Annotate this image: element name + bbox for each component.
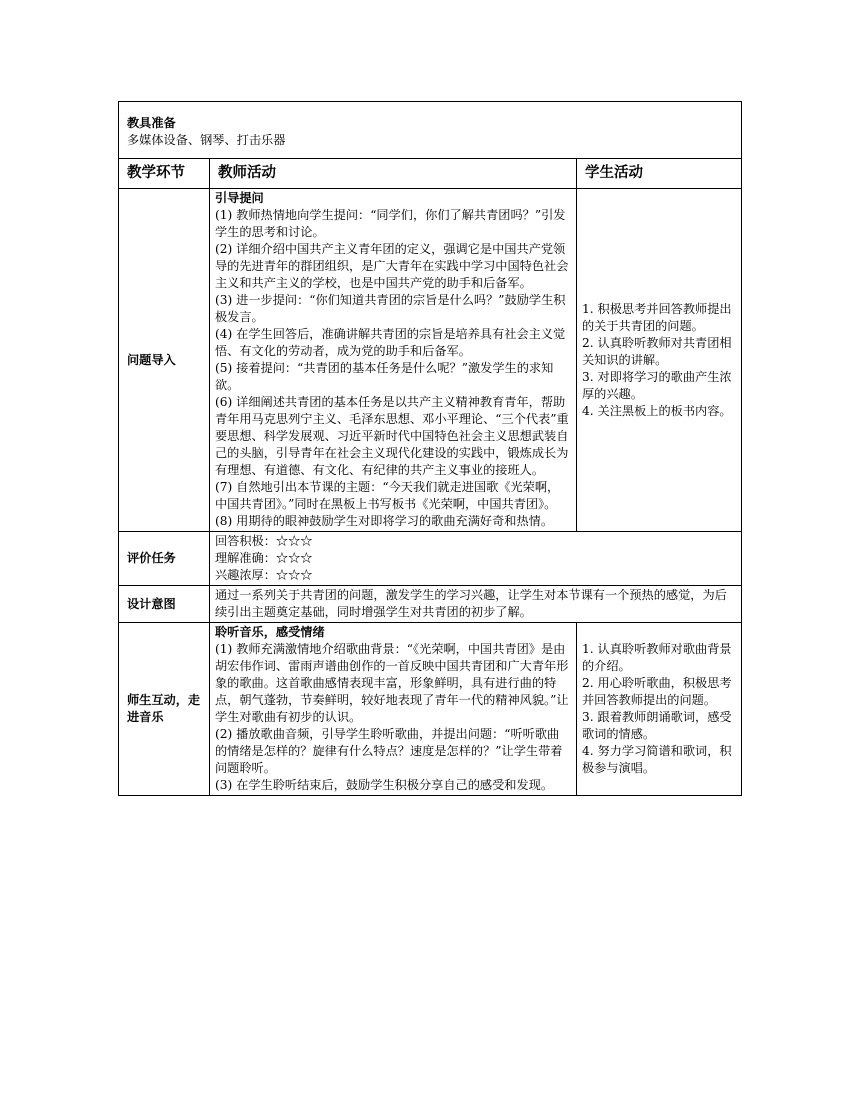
- section2-teacher-cell: [210, 623, 577, 796]
- student-activity: 3. 对即将学习的歌曲产生浓厚的兴趣。: [582, 369, 732, 401]
- student-activity: 1. 积极思考并回答教师提出的关于共青团的问题。: [582, 301, 732, 333]
- design-row: [119, 586, 742, 623]
- teacher-step: (1) 教师充满激情地介绍歌曲背景：“《光荣啊，中国共青团》是由胡宏伟作词、雷雨声谱曲创作的一首反映中国共青团和广大青年形象的歌曲。这首歌曲感情表现丰富，形象鲜明，具有进行曲的特点，朝气蓬勃，节奏鲜明，较好地表现了青年一代的精神风貌。”让学生对歌曲有初步的认识。: [215, 642, 569, 724]
- section1-teacher-cell: [210, 189, 577, 532]
- section2-row: [119, 623, 742, 796]
- teacher-step: (2) 详细介绍中国共产主义青年团的定义，强调它是中国共产党领导的先进青年的群团组织，是广大青年在实践中学习中国特色社会主义和共产主义的学校，也是中国共产党的助手和后备军。: [215, 242, 569, 290]
- teacher-step: (4) 在学生回答后，准确讲解共青团的宗旨是培养具有社会主义觉悟、有文化的劳动者，成为党的助手和后备军。: [215, 327, 566, 358]
- student-activity: 3. 跟着教师朗诵歌词，感受歌词的情感。: [582, 710, 732, 741]
- student-activity: 4. 关注黑板上的板书内容。: [582, 403, 732, 418]
- section1-subtitle: 引导提问: [215, 191, 264, 205]
- prep-title: 教具准备: [127, 116, 176, 130]
- teacher-step: (6) 详细阐述共青团的基本任务是以共产主义精神教育青年，帮助青年用马克思列宁主义、毛泽东思想、邓小平理论、“三个代表”重要思想、科学发展观、习近平新时代中国特色社会主义思想武装自己的头脑，引导青年在社会主义现代化建设的实践中，锻炼成长为有理想、有道德、有文化、有纪律的共产主义事业的接班人。: [215, 395, 569, 477]
- section2-label: 师生互动，走进音乐: [119, 623, 210, 796]
- section1-row: [119, 189, 742, 532]
- evaluation-cell: [210, 532, 742, 586]
- student-activity: 1. 认真聆听教师对歌曲背景的介绍。: [582, 642, 732, 673]
- teacher-step: (8) 用期待的眼神鼓励学生对即将学习的歌曲充满好奇和热情。: [215, 514, 554, 528]
- teacher-step: (1) 教师热情地向学生提问：“同学们，你们了解共青团吗？”引发学生的思考和讨论。: [215, 208, 566, 239]
- evaluation-item: 理解准确：☆☆☆: [215, 551, 313, 565]
- student-activity: 2. 认真聆听教师对共青团相关知识的讲解。: [582, 335, 732, 367]
- student-activity: 2. 用心聆听歌曲，积极思考并回答教师提出的问题。: [582, 676, 732, 707]
- student-activity: 4. 努力学习简谱和歌词，积极参与演唱。: [582, 744, 732, 775]
- section1-student-cell: [577, 189, 742, 532]
- section1-label: 问题导入: [119, 189, 210, 532]
- teacher-step: (3) 进一步提问：“你们知道共青团的宗旨是什么吗？”鼓励学生积极发言。: [215, 293, 566, 324]
- teacher-step: (2) 播放歌曲音频，引导学生聆听歌曲，并提出问题：“听听歌曲的情绪是怎样的？旋律有什么特点？速度是怎样的？”让学生带着问题聆听。: [215, 727, 563, 775]
- evaluation-item: 回答积极：☆☆☆: [215, 534, 313, 548]
- header-row: [119, 159, 742, 189]
- section2-subtitle: 聆听音乐，感受情绪: [215, 625, 325, 639]
- header-teacher: 教师活动: [210, 159, 577, 189]
- header-segment: 教学环节: [119, 159, 210, 189]
- teacher-step: (5) 接着提问：“共青团的基本任务是什么呢？”激发学生的求知欲。: [215, 361, 554, 392]
- prep-row: [119, 102, 742, 159]
- header-student: 学生活动: [577, 159, 742, 189]
- prep-content: 多媒体设备、钢琴、打击乐器: [127, 133, 286, 147]
- design-label: 设计意图: [119, 586, 210, 623]
- lesson-plan-table: [118, 101, 742, 796]
- teacher-step: (3) 在学生聆听结束后，鼓励学生积极分享自己的感受和发现。: [215, 778, 554, 792]
- evaluation-row: [119, 532, 742, 586]
- teacher-step: (7) 自然地引出本节课的主题：“今天我们就走进国歌《光荣啊，中国共青团》。”同时在黑板上书写板书《光荣啊，中国共青团》。: [215, 480, 560, 511]
- evaluation-item: 兴趣浓厚：☆☆☆: [215, 568, 313, 582]
- evaluation-label: 评价任务: [119, 532, 210, 586]
- section2-student-cell: [577, 623, 742, 796]
- design-content: 通过一系列关于共青团的问题，激发学生的学习兴趣，让学生对本节课有一个预热的感觉，为后续引出主题奠定基础，同时增强学生对共青团的初步了解。: [210, 586, 742, 623]
